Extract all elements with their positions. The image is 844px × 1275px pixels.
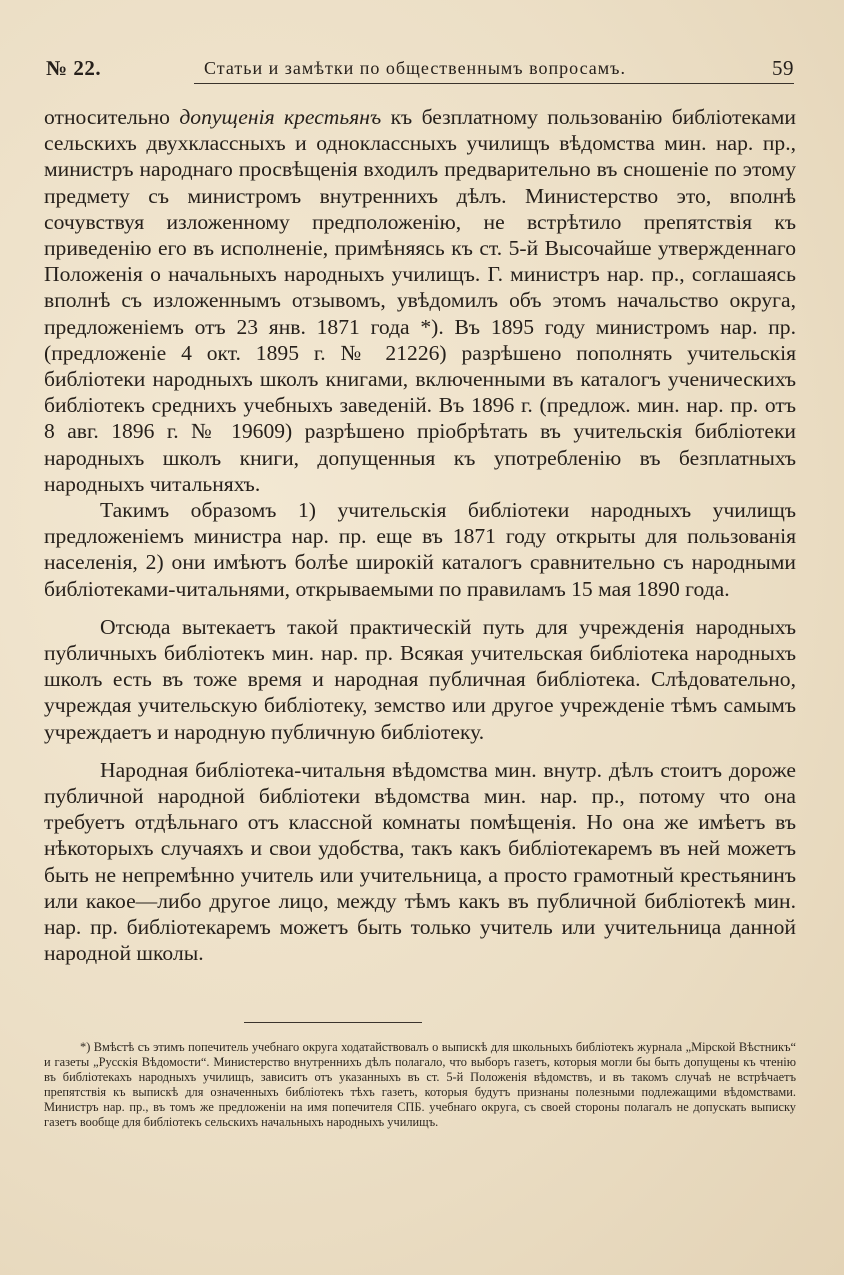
footnote (44, 1040, 796, 1129)
paragraph-1-emphasis: допущенія крестьянъ (179, 105, 382, 129)
page-number: 59 (772, 56, 794, 80)
running-header (46, 56, 794, 84)
paragraph-4: Народная библіотека-читальня вѣдомства мин. внутр. дѣлъ стоитъ дороже публичной народной библіотеки вѣдомства мин. нар. пр., потому что она требуетъ отдѣльнаго отъ классной комнаты помѣщенія. Но она же имѣетъ въ нѣкоторыхъ случаяхъ и свои удобства, такъ какъ библіотекаремъ въ ней можетъ быть не непремѣнно учитель или учительница, а просто грамотный крестьянинъ или какое—либо другое лицо, между тѣмъ какъ въ публичной библіотекѣ мин. нар. пр. библіотекаремъ можетъ быть только учитель или учительница данной народной школы. (44, 757, 796, 966)
paragraph-2: Такимъ образомъ 1) учительскія библіотеки народныхъ училищъ предложеніемъ министра нар. пр. еще въ 1871 году открыты для пользованія населенія, 2) они имѣютъ болѣе широкій каталогъ сравнительно съ народными библіотеками-читальнями, открываемыми по правиламъ 15 мая 1890 года. (44, 498, 796, 601)
paragraph-1-intro: относительно (44, 105, 180, 129)
header-rule (194, 83, 794, 84)
footnote-text: *) Вмѣстѣ съ этимъ попечитель учебнаго округа ходатайствовалъ о выпискѣ для школьныхъ библіотекъ журнала „Мірской Вѣстникъ“ и газеты „Русскія Вѣдомости“. Министерство внутреннихъ дѣлъ полагало, что выборъ газетъ, которыя могли бы быть допущены къ чтенію въ библіотекахъ народныхъ училищъ, зависитъ отъ указанныхъ въ ст. 5-й Положенія вѣдомствъ, и въ такомъ случаѣ не встрѣчаетъ препятствія къ выпискѣ для означенныхъ библіотекъ тѣхъ газетъ, которыя будутъ признаны полезными подлежащими вѣдомствами. Министръ нар. пр., въ томъ же предложеніи на имя попечителя СПБ. учебнаго округа, съ своей стороны полагалъ не допускать выписку газетъ вообще для библіотекъ сельскихъ начальныхъ народныхъ училищъ. (44, 1040, 796, 1129)
footnote-rule (244, 1022, 422, 1023)
issue-number: № 22. (46, 56, 102, 80)
paragraph-1 (44, 104, 796, 497)
running-title: Статьи и замѣтки по общественнымъ вопросамъ. (204, 58, 626, 78)
paragraph-1-rest: къ безплатному пользованію библіотеками сельскихъ двухклассныхъ и одноклассныхъ училищъ вѣдомства мин. нар. пр., министръ народнаго просвѣщенія входилъ предварительно въ сношеніе по этому предмету съ министромъ внутреннихъ дѣлъ. Министерство это, вполнѣ сочувствуя изложенному предположенію, не встрѣтило препятствія къ приведенію его въ исполненіе, примѣняясь къ ст. 5-й Высочайше утвержденнаго Положенія о начальныхъ народныхъ училищъ. Г. министръ нар. пр., соглашаясь вполнѣ съ изложеннымъ отзывомъ, увѣдомилъ объ этомъ начальство округа, предложеніемъ отъ 23 янв. 1871 года *). Въ 1895 году министромъ нар. пр. (предложеніе 4 окт. 1895 г. № 21226) разрѣшено пополнять учительскія библіотеки народныхъ школъ книгами, включенными въ каталогъ ученическихъ библіотекъ среднихъ учебныхъ заведеній. Въ 1896 г. (предлож. мин. нар. пр. отъ 8 авг. 1896 г. № 19609) разрѣшено пріобрѣтать въ учительскія библіотеки народныхъ школъ книги, допущенныя къ употребленію въ безплатныхъ народныхъ читальняхъ. (44, 105, 796, 496)
paragraph-3: Отсюда вытекаетъ такой практическій путь для учрежденія народныхъ публичныхъ библіотекъ мин. нар. пр. Всякая учительская библіотека народныхъ школъ есть въ тоже время и народная публичная библіотека. Слѣдовательно, учреждая учительскую библіотеку, земство или другое учрежденіе тѣмъ самымъ учреждаетъ и народную публичную библіотеку. (44, 614, 796, 744)
main-text (44, 104, 796, 967)
